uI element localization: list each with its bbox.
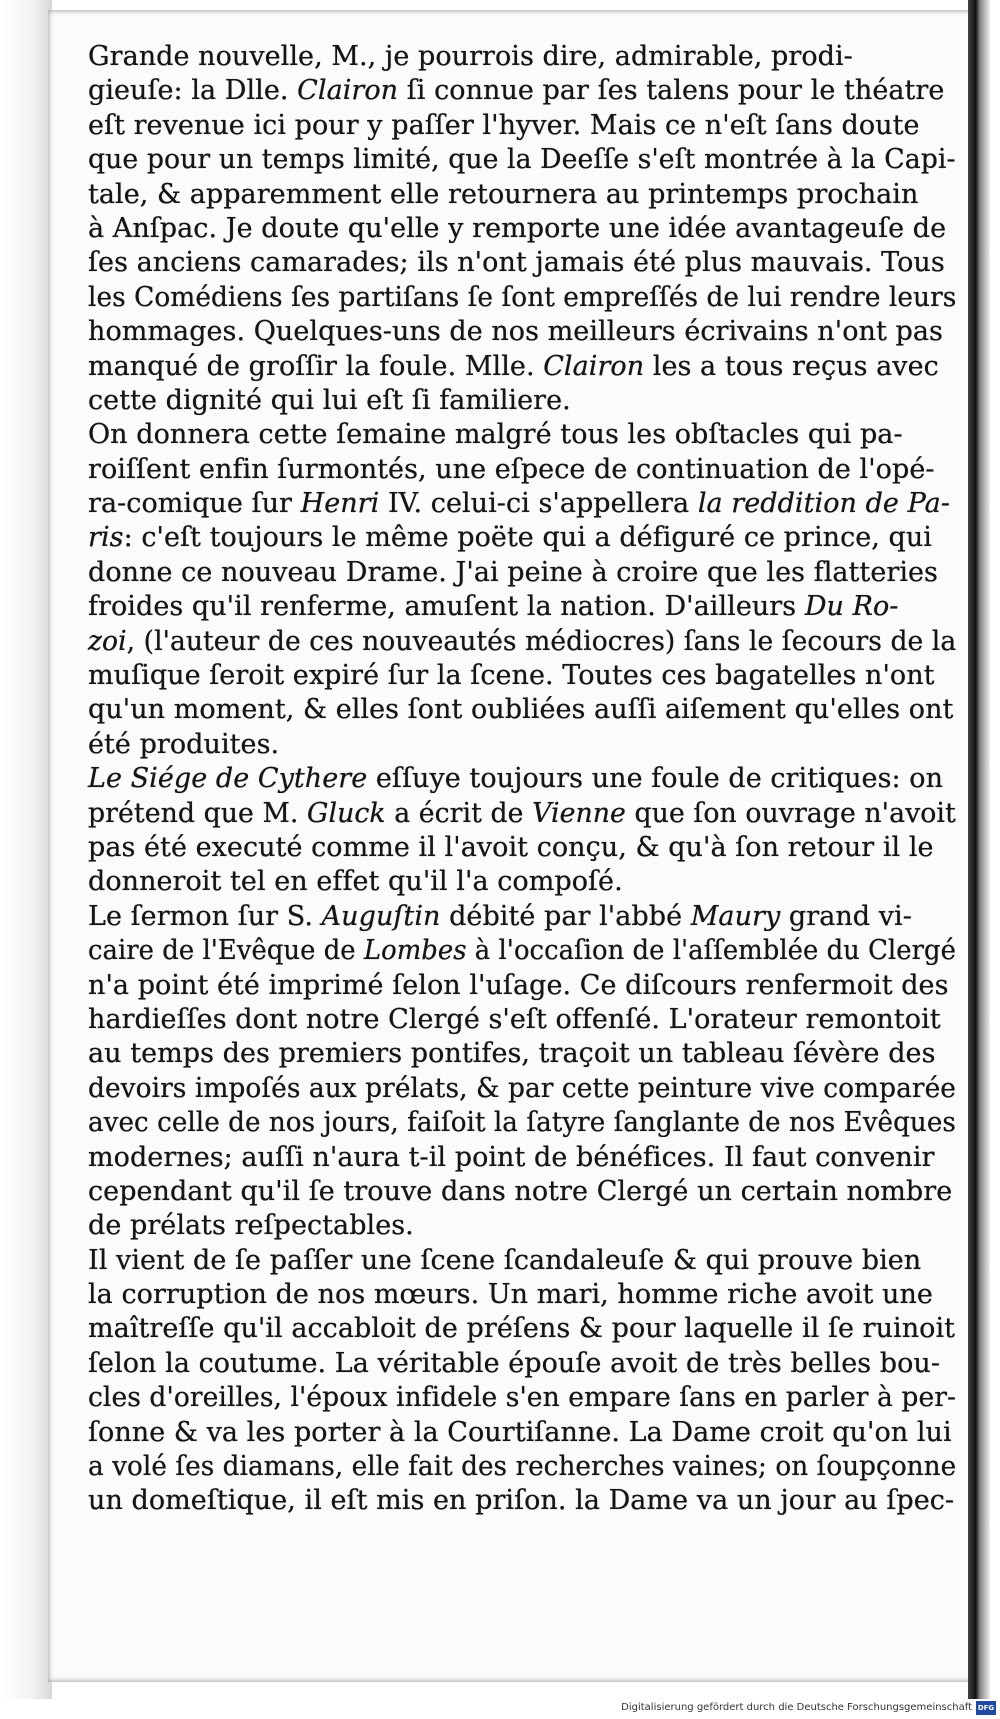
text-run: cependant qu'il ſe trouve dans notre Clergé un certain nombre bbox=[88, 1175, 953, 1207]
text-line bbox=[88, 969, 956, 1003]
text-line bbox=[88, 728, 956, 762]
text-run: devoirs impoſés aux prélats, & par cette peinture vive comparée bbox=[88, 1072, 956, 1104]
text-line bbox=[88, 1312, 956, 1346]
text-run: ſonne & va les porter à la Courtiſanne. La Dame croit qu'on lui bbox=[88, 1416, 952, 1448]
text-line bbox=[88, 659, 956, 693]
text-line bbox=[88, 900, 956, 934]
text-run: Grande nouvelle, M., je pourrois dire, admirable, prodi- bbox=[88, 41, 853, 72]
page-text-body bbox=[88, 40, 956, 1519]
italic-text-run: Vienne bbox=[532, 797, 626, 829]
text-line bbox=[88, 1072, 956, 1106]
text-line bbox=[88, 40, 956, 74]
italic-text-run: Clairon bbox=[297, 75, 399, 107]
text-line bbox=[88, 1244, 956, 1278]
italic-text-run: Gluck bbox=[307, 797, 386, 829]
dfg-logo-icon: DFG bbox=[976, 1701, 996, 1715]
italic-text-run: zoi bbox=[88, 625, 127, 657]
text-run: a volé ſes diamans, elle fait des recherches vaines; on ſoupçonne bbox=[88, 1451, 957, 1483]
text-run: roiſſent enfin ſurmontés, une eſpece de continuation de l'opé- bbox=[88, 453, 935, 485]
text-run: à l'occaſion de l'aſſemblée du Clergé bbox=[466, 935, 956, 967]
italic-text-run: ris bbox=[88, 522, 124, 554]
text-line bbox=[88, 384, 956, 418]
italic-text-run: Du Ro- bbox=[804, 591, 899, 623]
text-line bbox=[88, 1278, 956, 1312]
text-run: modernes; auſſi n'aura t-il point de bénéfices. Il faut convenir bbox=[88, 1141, 935, 1173]
text-line bbox=[88, 74, 956, 108]
text-line bbox=[88, 453, 956, 487]
text-line bbox=[88, 831, 956, 865]
text-line bbox=[88, 143, 956, 177]
digitization-footer bbox=[0, 1699, 1000, 1719]
text-line bbox=[88, 1037, 956, 1071]
footer-credit-text: Digitalisierung gefördert durch die Deutsche Forschungsgemeinschaft bbox=[621, 1702, 972, 1713]
text-run: les a tous reçus avec bbox=[644, 350, 939, 382]
text-run: manqué de groſſir la foule. Mlle. bbox=[88, 350, 544, 382]
text-run: ſes anciens camarades; ils n'ont jamais été plus mauvais. Tous bbox=[88, 247, 945, 279]
text-run: que pour un temps limité, que la Deeſſe s'eſt montrée à la Capi- bbox=[88, 144, 956, 176]
text-line bbox=[88, 281, 957, 315]
text-run: hardieſſes dont notre Clergé s'eſt offenſé. L'orateur remontoit bbox=[88, 1003, 941, 1035]
text-line bbox=[88, 865, 956, 899]
text-line bbox=[88, 934, 956, 968]
italic-text-run: Henri bbox=[300, 488, 380, 520]
text-line bbox=[88, 246, 956, 280]
text-run: donneroit tel en effet qu'il l'a compoſé. bbox=[88, 866, 623, 898]
text-line bbox=[88, 315, 956, 349]
text-run: qu'un moment, & elles ſont oubliées auſſi aiſement qu'elles ont bbox=[88, 694, 954, 726]
text-line bbox=[88, 212, 956, 246]
text-run: eſt revenue ici pour y paſſer l'hyver. Mais ce n'eſt ſans doute bbox=[88, 109, 920, 141]
italic-text-run: Maury bbox=[690, 900, 781, 932]
text-line bbox=[88, 1209, 956, 1243]
left-margin-shadow bbox=[0, 0, 52, 1719]
text-run: gieuſe: la Dlle. bbox=[88, 75, 298, 107]
text-run: eſſuye toujours une foule de critiques: on bbox=[367, 763, 944, 795]
text-line bbox=[88, 109, 956, 143]
text-run: pas été executé comme il l'avoit conçu, & qu'à ſon retour il le bbox=[88, 831, 934, 863]
text-line bbox=[88, 762, 956, 796]
text-run: : c'eſt toujours le même poëte qui a défiguré ce prince, qui bbox=[123, 522, 932, 554]
text-run: Il vient de ſe paſſer une ſcene ſcandaleuſe & qui prouve bien bbox=[88, 1244, 922, 1276]
text-line bbox=[88, 1003, 956, 1037]
text-run: au temps des premiers pontifes, traçoit un tableau ſévère des bbox=[88, 1038, 936, 1070]
italic-text-run: la reddition de Pa- bbox=[697, 488, 950, 520]
text-run: Le ſermon ſur S. bbox=[88, 900, 322, 932]
text-line bbox=[88, 556, 956, 590]
text-line bbox=[88, 1484, 956, 1518]
text-line bbox=[88, 1141, 956, 1175]
text-run: cles d'oreilles, l'époux infidele s'en empare ſans en parler à per- bbox=[88, 1382, 957, 1414]
text-run: froides qu'il renferme, amuſent la nation. D'ailleurs bbox=[88, 591, 805, 623]
text-line bbox=[88, 487, 956, 521]
text-run: été produites. bbox=[88, 728, 280, 760]
text-line bbox=[88, 1381, 957, 1415]
text-line bbox=[88, 1175, 956, 1209]
text-run: IV. celui-ci s'appellera bbox=[379, 488, 698, 520]
text-run: tale, & apparemment elle retournera au printemps prochain bbox=[88, 178, 919, 210]
text-line bbox=[88, 1106, 956, 1140]
text-run: les Comédiens ſes partiſans ſe ſont empreſſés de lui rendre leurs bbox=[88, 281, 957, 313]
italic-text-run: Le Siége de Cythere bbox=[88, 763, 368, 795]
text-line bbox=[88, 590, 956, 624]
text-line bbox=[88, 1450, 957, 1484]
text-run: la corruption de nos mœurs. Un mari, homme riche avoit une bbox=[88, 1279, 933, 1311]
italic-text-run: Lombes bbox=[363, 935, 467, 967]
italic-text-run: Clairon bbox=[543, 350, 645, 382]
text-line bbox=[88, 1347, 956, 1381]
text-run: n'a point été imprimé ſelon l'uſage. Ce diſcours renfermoit des bbox=[88, 969, 949, 1001]
italic-text-run: Auguſtin bbox=[321, 900, 441, 932]
text-run: débité par l'abbé bbox=[440, 900, 691, 932]
page-spine-edge bbox=[968, 0, 990, 1700]
text-run: On donnera cette ſemaine malgré tous les obſtacles qui pa- bbox=[88, 419, 903, 451]
text-line bbox=[88, 693, 956, 727]
text-run: prétend que M. bbox=[88, 797, 308, 829]
text-run: ſelon la coutume. La véritable épouſe avoit de très belles bou- bbox=[88, 1347, 941, 1379]
text-run: hommages. Quelques-uns de nos meilleurs écrivains n'ont pas bbox=[88, 316, 943, 348]
text-line bbox=[88, 521, 956, 555]
text-run: grand vi- bbox=[780, 900, 912, 932]
text-line bbox=[88, 350, 956, 384]
text-run: avec celle de nos jours, faiſoit la ſatyre ſanglante de nos Evêques bbox=[88, 1107, 956, 1139]
text-run: de prélats reſpectables. bbox=[88, 1210, 414, 1242]
text-run: donne ce nouveau Drame. J'ai peine à croire que les flatteries bbox=[88, 556, 938, 588]
text-run: ra-comique ſur bbox=[88, 488, 301, 520]
text-line bbox=[88, 178, 956, 212]
text-line bbox=[88, 1416, 956, 1450]
text-line bbox=[88, 625, 957, 659]
text-run: à Anſpac. Je doute qu'elle y remporte une idée avantageuſe de bbox=[88, 212, 947, 244]
text-run: muſique ſeroit expiré ſur la ſcene. Toutes ces bagatelles n'ont bbox=[88, 660, 935, 692]
text-line bbox=[88, 418, 956, 452]
text-line bbox=[88, 797, 956, 831]
text-run: ſi connue par ſes talens pour le théatre bbox=[398, 75, 945, 107]
text-run: caire de l'Evêque de bbox=[88, 935, 364, 967]
text-run: cette dignité qui lui eſt ſi familiere. bbox=[88, 384, 571, 416]
text-run: que ſon ouvrage n'avoit bbox=[625, 797, 956, 829]
text-run: , (l'auteur de ces nouveautés médiocres) ſans le ſecours de la bbox=[126, 625, 957, 657]
text-run: maîtreſſe qu'il accabloit de préſens & pour laquelle il ſe ruinoit bbox=[88, 1313, 956, 1345]
text-run: a écrit de bbox=[385, 797, 533, 829]
text-run: un domeſtique, il eſt mis en priſon. la Dame va un jour au ſpec- bbox=[88, 1485, 955, 1517]
